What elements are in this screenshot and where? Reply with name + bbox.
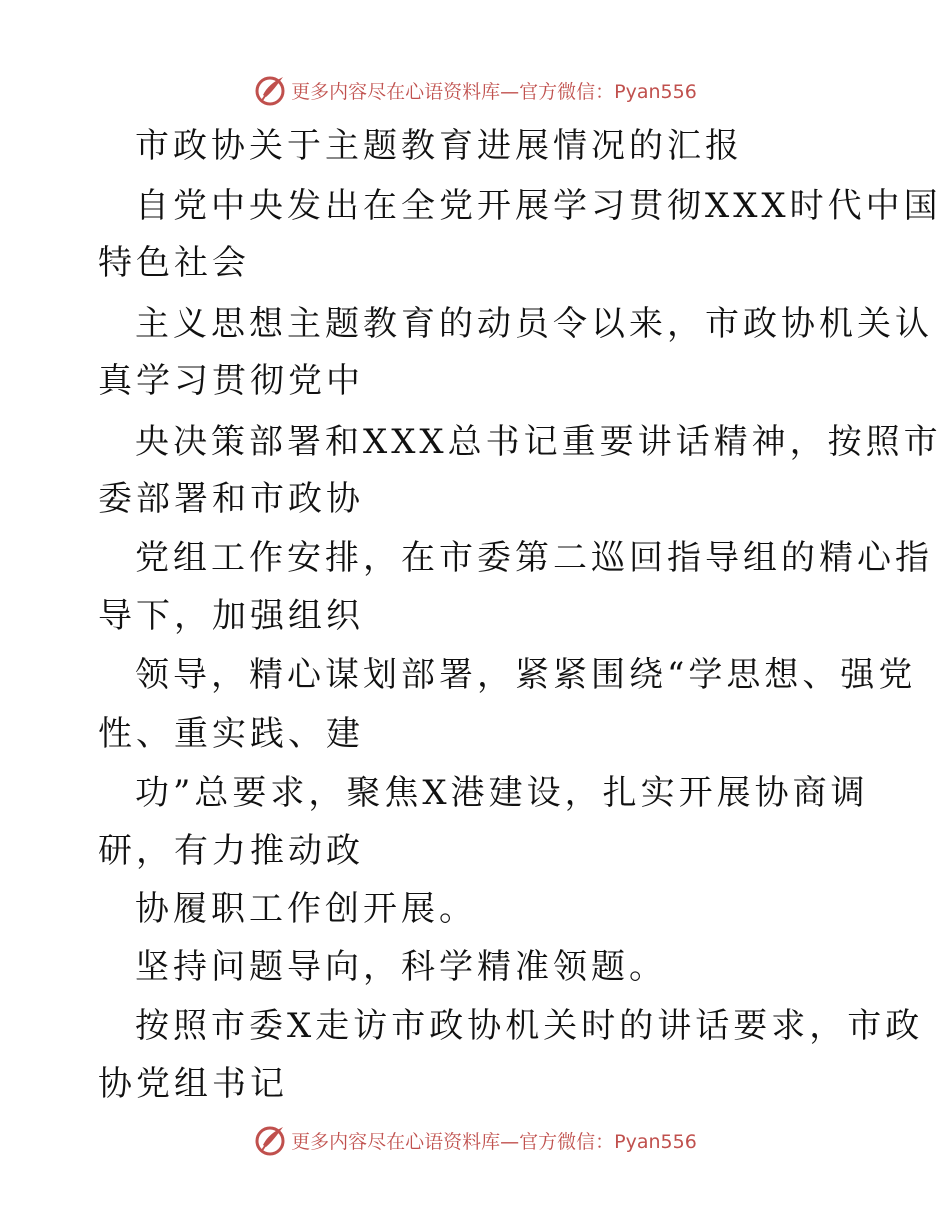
quill-pen-logo-icon bbox=[253, 1123, 287, 1157]
quill-pen-logo-icon bbox=[253, 73, 287, 107]
paragraph-line: 性、重实践、建 bbox=[98, 714, 364, 754]
paragraph-line: 功”总要求，聚焦X港建设，扎实开展协商调 bbox=[135, 773, 869, 813]
footer-banner-text: 更多内容尽在心语资料库—官方微信：Pyan556 bbox=[291, 1130, 697, 1153]
header-banner-text: 更多内容尽在心语资料库—官方微信：Pyan556 bbox=[291, 80, 697, 103]
paragraph-line: 党组工作安排，在市委第二巡回指导组的精心指 bbox=[135, 538, 933, 578]
paragraph-line: 真学习贯彻党中 bbox=[98, 361, 364, 401]
paragraph-line: 领导，精心谋划部署，紧紧围绕“学思想、强党 bbox=[135, 655, 917, 695]
paragraph-line: 协履职工作创开展。 bbox=[135, 889, 477, 929]
footer-banner bbox=[0, 1120, 950, 1160]
paragraph-line: 坚持问题导向，科学精准领题。 bbox=[135, 947, 667, 987]
paragraph-line: 协党组书记 bbox=[98, 1064, 288, 1104]
paragraph-line: 央决策部署和XXX总书记重要讲话精神，按照市 bbox=[135, 422, 942, 462]
header-banner bbox=[0, 70, 950, 110]
paragraph-line: 自党中央发出在全党开展学习贯彻XXX时代中国 bbox=[135, 186, 942, 226]
paragraph-line: 委部署和市政协 bbox=[98, 479, 364, 519]
paragraph-line: 主义思想主题教育的动员令以来，市政协机关认 bbox=[135, 304, 933, 344]
paragraph-line: 按照市委X走访市政协机关时的讲话要求，市政 bbox=[135, 1006, 924, 1046]
paragraph-line: 研，有力推动政 bbox=[98, 831, 364, 871]
paragraph-line: 导下，加强组织 bbox=[98, 596, 364, 636]
document-title: 市政协关于主题教育进展情况的汇报 bbox=[135, 126, 743, 166]
paragraph-line: 特色社会 bbox=[98, 243, 250, 283]
